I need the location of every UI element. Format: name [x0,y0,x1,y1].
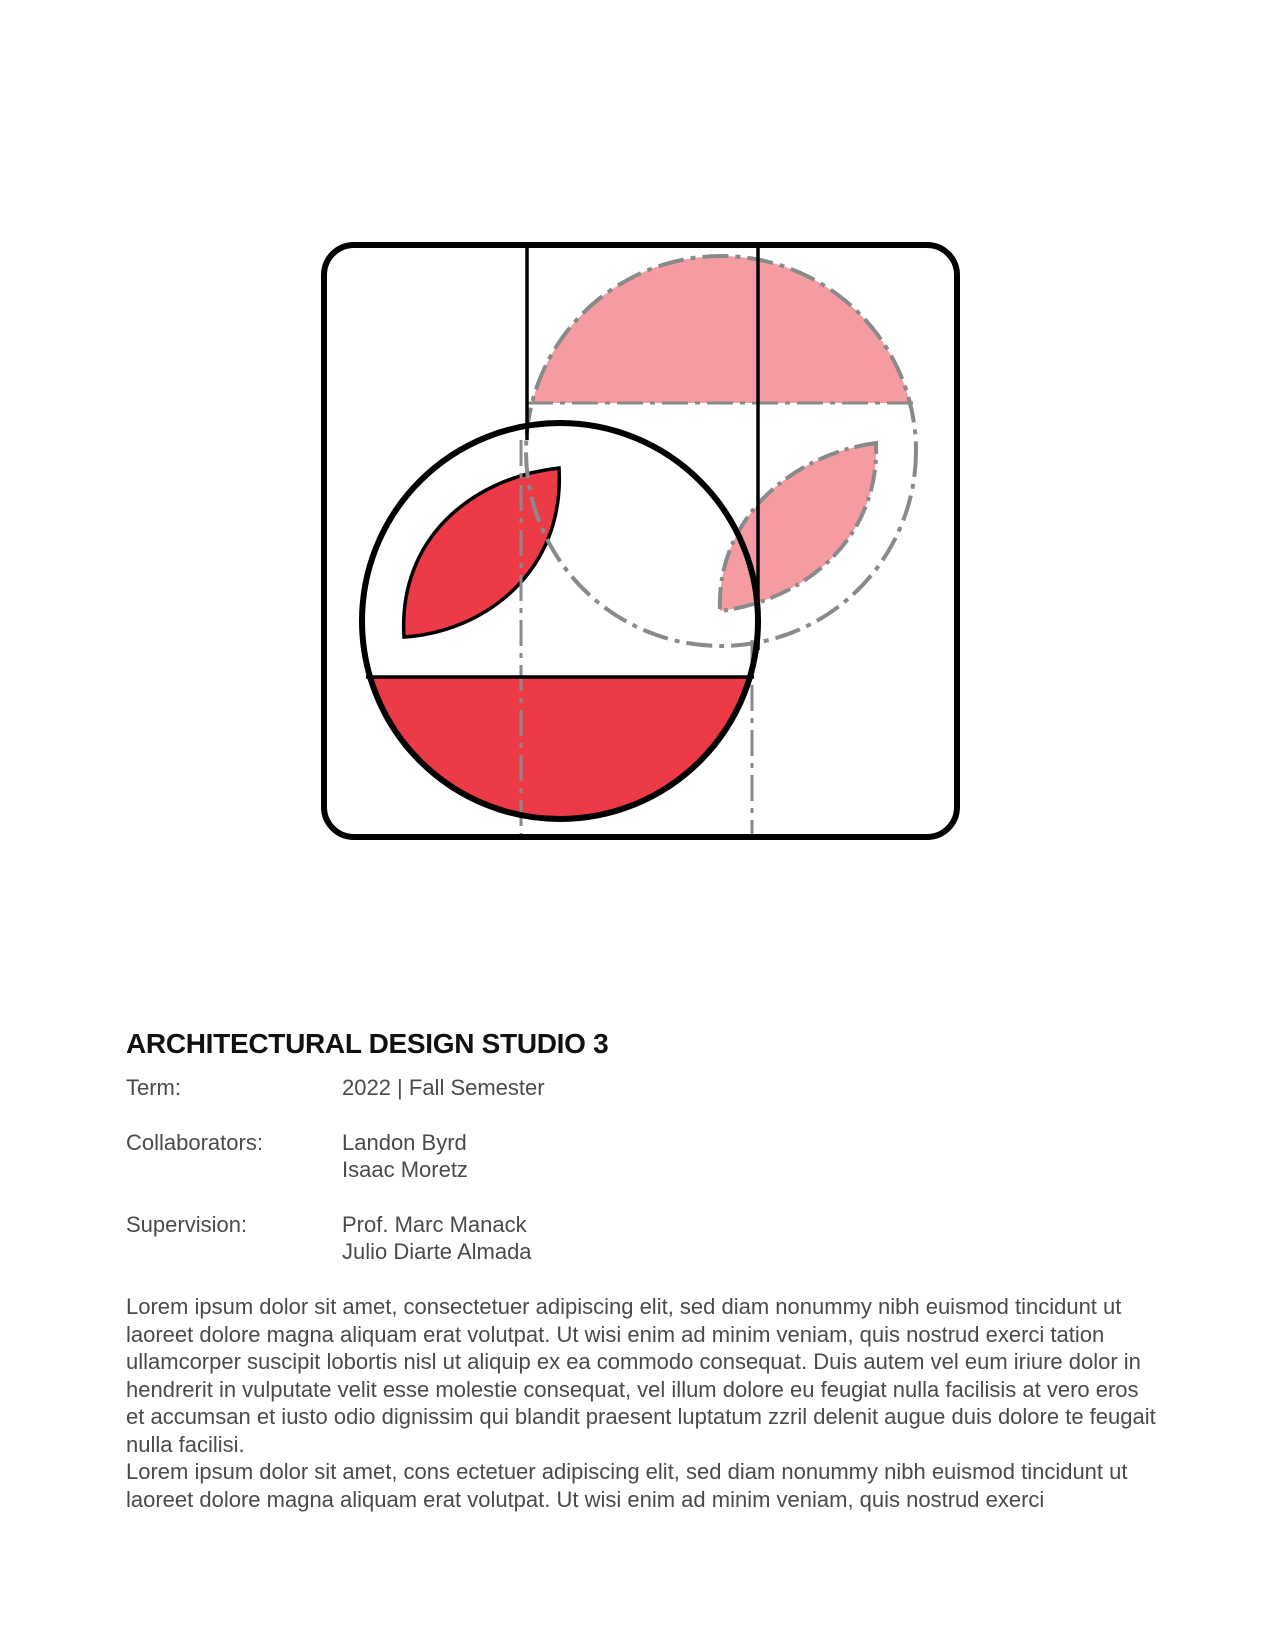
dashed-leaf-shape [720,443,876,611]
detail-row-collaborators [126,1129,1156,1183]
detail-value: 2022 | Fall Semester [342,1075,545,1100]
detail-label: Supervision: [126,1212,248,1237]
project-info [126,1028,1156,1513]
red-leaf-shape [404,468,560,637]
detail-label: Term: [126,1075,181,1100]
project-title: ARCHITECTURAL DESIGN STUDIO 3 [126,1028,609,1059]
detail-value: Landon Byrd [342,1130,467,1155]
detail-label: Collaborators: [126,1130,263,1155]
detail-row-supervision [126,1211,1156,1265]
description [126,1293,1156,1513]
description-paragraph: Lorem ipsum dolor sit amet, consectetuer adipiscing elit, sed diam nonummy nibh euismod tincidunt ut laoreet dolore magna aliquam erat volutpat. Ut wisi enim ad minim veniam, quis nostrud exerci tation ullamcorper suscipit lobortis nisl ut aliquip ex ea commodo consequat. Duis autem vel eum iriure dolor in hendrerit in vulputate velit esse molestie consequat, vel illum dolore eu feugiat nulla facilisis at vero eros et accumsan et iusto odio dignissim qui blandit praesent luptatum zzril delenit augue duis dolore te feugait nulla facilisi. [126,1294,1156,1457]
description-paragraph: Lorem ipsum dolor sit amet, cons ectetuer adipiscing elit, sed diam nonummy nibh euismod tincidunt ut laoreet dolore magna aliquam erat volutpat. Ut wisi enim ad minim veniam, quis nostrud exerci [126,1459,1128,1512]
detail-value: Julio Diarte Almada [342,1239,532,1264]
large-circle-bottom-fill [360,677,780,827]
detail-value: Isaac Moretz [342,1157,468,1182]
detail-row-term [126,1074,1156,1101]
detail-value: Prof. Marc Manack [342,1212,527,1237]
